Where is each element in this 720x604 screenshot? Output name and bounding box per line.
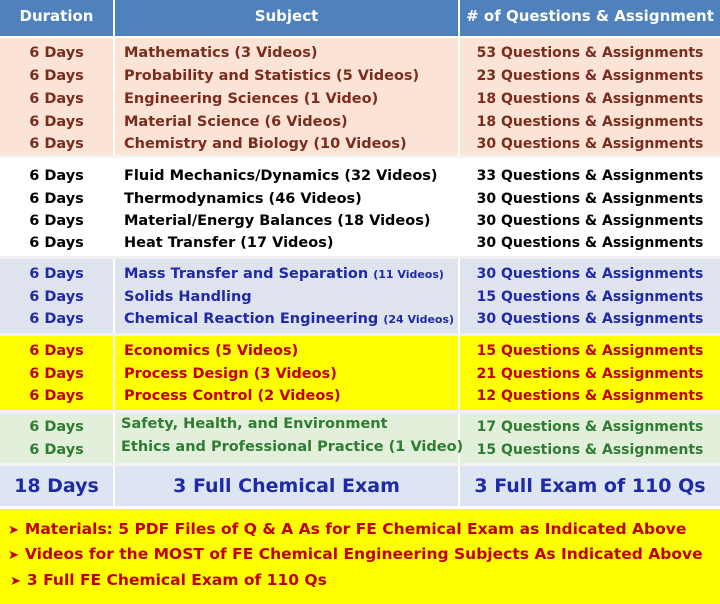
subject-cell: 3 Full Chemical Exam [173,475,400,497]
questions-cell: 30 Questions & Assignments [476,191,704,207]
duration-cell: 6 Days [29,235,84,251]
subject-cell: Safety, Health, and Environment [121,416,388,432]
subject-cell: Material/Energy Balances (18 Videos) [124,213,431,229]
table-row [0,308,720,330]
note-text: 3 Full FE Chemical Exam of 110 Qs [26,571,327,589]
questions-cell: 17 Questions & Assignments [476,419,704,435]
table-row [0,439,720,461]
table-row [0,188,720,210]
questions-cell: 33 Questions & Assignments [476,168,704,184]
table-row [0,65,720,87]
duration-cell: 6 Days [29,311,84,327]
subject-cell [124,263,444,285]
arrow-bullet-icon: ➤ [10,574,21,589]
table-row [0,263,720,285]
subject-cell: Heat Transfer (17 Videos) [124,235,334,251]
questions-cell: 15 Questions & Assignments [476,442,704,458]
note-text: Materials: 5 PDF Files of Q & A As for FE Chemical Exam as Indicated Above [24,520,687,538]
group-safety-ethics [0,413,720,463]
questions-cell: 15 Questions & Assignments [476,343,704,359]
duration-cell: 6 Days [29,266,84,282]
subject-cell: Process Control (2 Videos) [124,388,341,404]
duration-cell: 6 Days [29,289,84,305]
notes-panel [0,509,720,604]
table-row [0,42,720,64]
duration-cell: 6 Days [29,136,84,152]
subject-cell: Mathematics (3 Videos) [124,45,318,61]
duration-cell: 6 Days [29,45,84,61]
subject-cell: Solids Handling [124,289,252,305]
subject-cell: Chemistry and Biology (10 Videos) [124,136,407,152]
header-questions: # of Questions & Assignment [460,0,720,36]
note-item [8,542,703,566]
questions-cell: 30 Questions & Assignments [476,266,704,282]
table-row [0,363,720,385]
subject-text: Mass Transfer and Separation [124,266,369,282]
note-text: Videos for the MOST of FE Chemical Engineering Subjects As Indicated Above [24,545,703,563]
table-row [0,416,720,438]
questions-cell: 18 Questions & Assignments [476,91,704,107]
questions-cell: 30 Questions & Assignments [476,136,704,152]
table-row [0,232,720,254]
questions-cell: 21 Questions & Assignments [476,366,704,382]
questions-cell: 30 Questions & Assignments [476,235,704,251]
arrow-bullet-icon: ➤ [8,523,19,538]
duration-cell: 18 Days [14,475,99,497]
table-row [0,133,720,155]
table-row [0,385,720,407]
subject-cell: Ethics and Professional Practice (1 Video) [121,439,464,455]
duration-cell: 6 Days [29,366,84,382]
subject-cell: Process Design (3 Videos) [124,366,337,382]
note-item [10,568,327,592]
table-row [0,88,720,110]
arrow-bullet-icon: ➤ [8,548,19,563]
header-subject: Subject [115,0,458,36]
duration-cell: 6 Days [29,68,84,84]
questions-cell: 15 Questions & Assignments [476,289,704,305]
table-row [0,165,720,187]
group-math-sciences [0,38,720,155]
questions-cell: 12 Questions & Assignments [476,388,704,404]
duration-cell: 6 Days [29,388,84,404]
table-row [0,111,720,133]
duration-cell: 6 Days [29,213,84,229]
subject-cell: Engineering Sciences (1 Video) [124,91,379,107]
questions-cell: 30 Questions & Assignments [476,311,704,327]
subject-note: (11 Videos) [373,268,444,281]
group-full-exam [0,466,720,506]
subject-cell [124,308,454,330]
questions-cell: 53 Questions & Assignments [476,45,704,61]
subject-text: Chemical Reaction Engineering [124,311,379,327]
questions-cell: 18 Questions & Assignments [476,114,704,130]
duration-cell: 6 Days [29,91,84,107]
subject-cell: Economics (5 Videos) [124,343,299,359]
subject-cell: Fluid Mechanics/Dynamics (32 Videos) [124,168,438,184]
duration-cell: 6 Days [29,168,84,184]
questions-cell: 30 Questions & Assignments [476,213,704,229]
duration-cell: 6 Days [29,419,84,435]
group-economics-process [0,336,720,410]
duration-cell: 6 Days [29,343,84,359]
group-thermo-fluids [0,158,720,256]
duration-cell: 6 Days [29,114,84,130]
duration-cell: 6 Days [29,442,84,458]
questions-cell: 3 Full Exam of 110 Qs [474,475,706,497]
group-mass-transfer [0,259,720,333]
duration-cell: 6 Days [29,191,84,207]
subject-cell: Thermodynamics (46 Videos) [124,191,362,207]
table-row [0,210,720,232]
subject-note: (24 Videos) [383,313,455,326]
header-duration: Duration [0,0,113,36]
subject-cell: Material Science (6 Videos) [124,114,348,130]
table-row [0,340,720,362]
questions-cell: 23 Questions & Assignments [476,68,704,84]
subject-cell: Probability and Statistics (5 Videos) [124,68,420,84]
table-row [0,286,720,308]
table-row [0,466,720,506]
note-item [8,517,686,541]
